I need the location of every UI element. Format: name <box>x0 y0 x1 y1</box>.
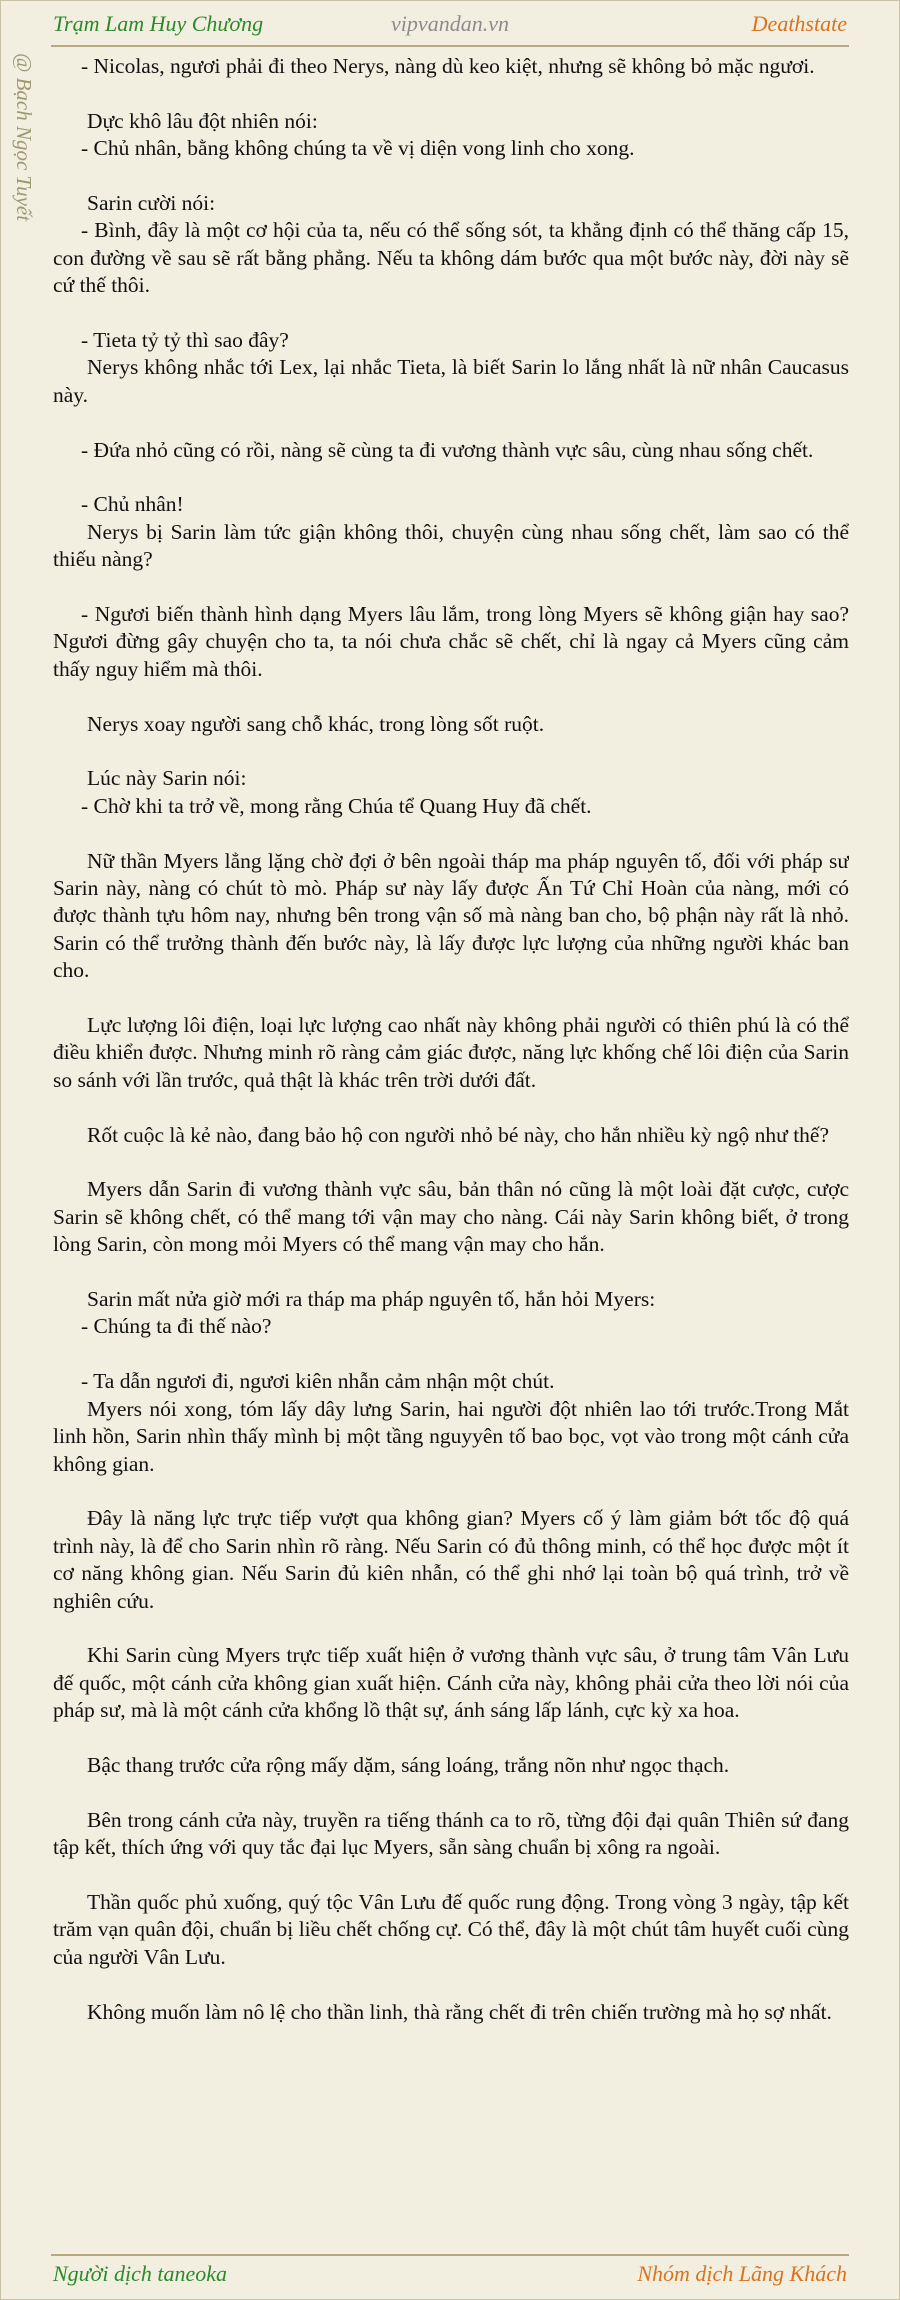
side-watermark: @ Bạch Ngọc Tuyết <box>12 53 36 222</box>
chapter-text <box>53 53 849 2243</box>
paragraph: Nữ thần Myers lẳng lặng chờ đợi ở bên ngoài tháp ma pháp nguyên tố, đối với pháp sư Sarin này, nàng có chút tò mò. Pháp sư này lấy được Ấn Tứ Chỉ Hoàn của nàng, mới có được thành tựu hôm nay, nhưng bên trong vận số mà nàng ban cho, bộ phận này rất là nhỏ. Sarin có thể trưởng thành đến bước này, là lấy được lực lượng của những người khác ban cho. <box>53 848 849 983</box>
paragraph: Nerys xoay người sang chỗ khác, trong lòng sốt ruột. <box>87 711 545 736</box>
paragraph: Nerys bị Sarin làm tức giận không thôi, chuyện cùng nhau sống chết, làm sao có thể thiếu nàng? <box>53 519 849 572</box>
paragraph: Sarin cười nói: <box>87 191 216 215</box>
paragraph: - Bình, đây là một cơ hội của ta, nếu có thể sống sót, ta khẳng định có thể thăng cấp 15, con đường về sau sẽ rất bằng phẳng. Nếu ta không dám bước qua một bước này, đời này sẽ cứ thế thôi. <box>53 218 849 298</box>
paragraph: Rốt cuộc là kẻ nào, đang bảo hộ con người nhỏ bé này, cho hắn nhiều kỳ ngộ như thế? <box>87 1122 830 1147</box>
paragraph: Bậc thang trước cửa rộng mấy dặm, sáng loáng, trắng nõn như ngọc thạch. <box>87 1752 730 1777</box>
page-header <box>53 9 847 45</box>
paragraph: Myers dẫn Sarin đi vương thành vực sâu, bản thân nó cũng là một loài đặt cược, cược Sarin sẽ không chết, có thể mang tới vận may cho nàng. Cái này Sarin không biết, ở trong lòng Sarin, còn mong mỏi Myers có thể mang vận may cho hắn. <box>53 1177 849 1257</box>
paragraph: Sarin mất nửa giờ mới ra tháp ma pháp nguyên tố, hắn hỏi Myers: <box>87 1287 656 1312</box>
paragraph: - Chủ nhân, bằng không chúng ta về vị diện vong linh cho xong. <box>81 136 635 161</box>
footer-group: Nhóm dịch Lãng Khách <box>637 2261 847 2286</box>
paragraph: - Đứa nhỏ cũng có rồi, nàng sẽ cùng ta đi vương thành vực sâu, cùng nhau sống chết. <box>81 437 814 462</box>
paragraph: Khi Sarin cùng Myers trực tiếp xuất hiện ở vương thành vực sâu, ở trung tâm Vân Lưu đế quốc, một cánh cửa không gian xuất hiện. Cánh cửa này, không phải cửa theo lời nói của pháp sư, mà là một cánh cửa khổng lồ thật sự, ánh sáng lấp lánh, cực kỳ xa hoa. <box>53 1643 849 1723</box>
paragraph: Bên trong cánh cửa này, truyền ra tiếng thánh ca to rõ, từng đội đại quân Thiên sứ đang tập kết, thích ứng với quy tắc đại lục Myers, sẵn sàng chuẩn bị xông ra ngoài. <box>53 1807 849 1860</box>
paragraph: - Nicolas, ngươi phải đi theo Nerys, nàng dù keo kiệt, nhưng sẽ không bỏ mặc ngươi. <box>81 54 815 78</box>
header-book-title: Deathstate <box>751 11 847 36</box>
paragraph: Lực lượng lôi điện, loại lực lượng cao nhất này không phải người có thiên phú là có thể điều khiển được. Nhưng minh rõ ràng cảm giác được, năng lực khống chế lôi điện của Sarin so sánh với lần trước, quả thật là khác trên trời dưới đất. <box>53 1013 849 1092</box>
paragraph: - Ngươi biến thành hình dạng Myers lâu lắm, trong lòng Myers sẽ không giận hay sao? Ngươi đừng gây chuyện cho ta, ta nói chưa chắc sẽ chết, chỉ là ngay cả Myers cũng cảm thấy nguy hiểm mà thôi. <box>53 602 849 681</box>
header-divider <box>51 45 849 47</box>
paragraph: Đây là năng lực trực tiếp vượt qua không gian? Myers cố ý làm giảm bớt tốc độ quá trình này, là để cho Sarin nhìn rõ ràng. Nếu Sarin có đủ thông minh, có thể học được một ít cơ năng không gian. Nếu Sarin đủ kiên nhẫn, có thể ghi nhớ lại toàn bộ quá trình, trở về nghiên cứu. <box>53 1506 849 1613</box>
paragraph: - Chờ khi ta trở về, mong rằng Chúa tể Quang Huy đã chết. <box>81 793 592 818</box>
paragraph: Không muốn làm nô lệ cho thần linh, thà rằng chết đi trên chiến trường mà họ sợ nhất. <box>87 1999 832 2024</box>
paragraph: - Tieta tỷ tỷ thì sao đây? <box>81 328 289 353</box>
paragraph: - Ta dẫn ngươi đi, ngươi kiên nhẫn cảm nhận một chút. <box>81 1369 555 1394</box>
page-footer <box>53 2261 847 2293</box>
paragraph: - Chủ nhân! <box>81 492 184 517</box>
paragraph: - Chúng ta đi thế nào? <box>81 1314 272 1339</box>
header-site-url: vipvandan.vn <box>391 11 509 36</box>
footer-divider <box>51 2254 849 2256</box>
paragraph: Lúc này Sarin nói: <box>87 766 247 791</box>
paragraph: Thần quốc phủ xuống, quý tộc Vân Lưu đế quốc rung động. Trong vòng 3 ngày, tập kết trăm vạn quân đội, chuẩn bị liều chết chống cự. Có thể, đây là một chút tâm huyết cuối cùng của người Vân Lưu. <box>53 1889 849 1969</box>
paragraph: Myers nói xong, tóm lấy dây lưng Sarin, hai người đột nhiên lao tới trước.Trong Mắt linh hồn, Sarin nhìn thấy mình bị một tầng nguyyên tố bao bọc, vọt vào trong một cánh cửa không gian. <box>53 1396 849 1476</box>
paragraph: Nerys không nhắc tới Lex, lại nhắc Tieta, là biết Sarin lo lắng nhất là nữ nhân Caucasus này. <box>53 355 849 407</box>
paragraph: Dực khô lâu đột nhiên nói: <box>87 108 318 133</box>
footer-translator: Người dịch taneoka <box>53 2261 228 2286</box>
header-site-name: Trạm Lam Huy Chương <box>53 11 264 36</box>
